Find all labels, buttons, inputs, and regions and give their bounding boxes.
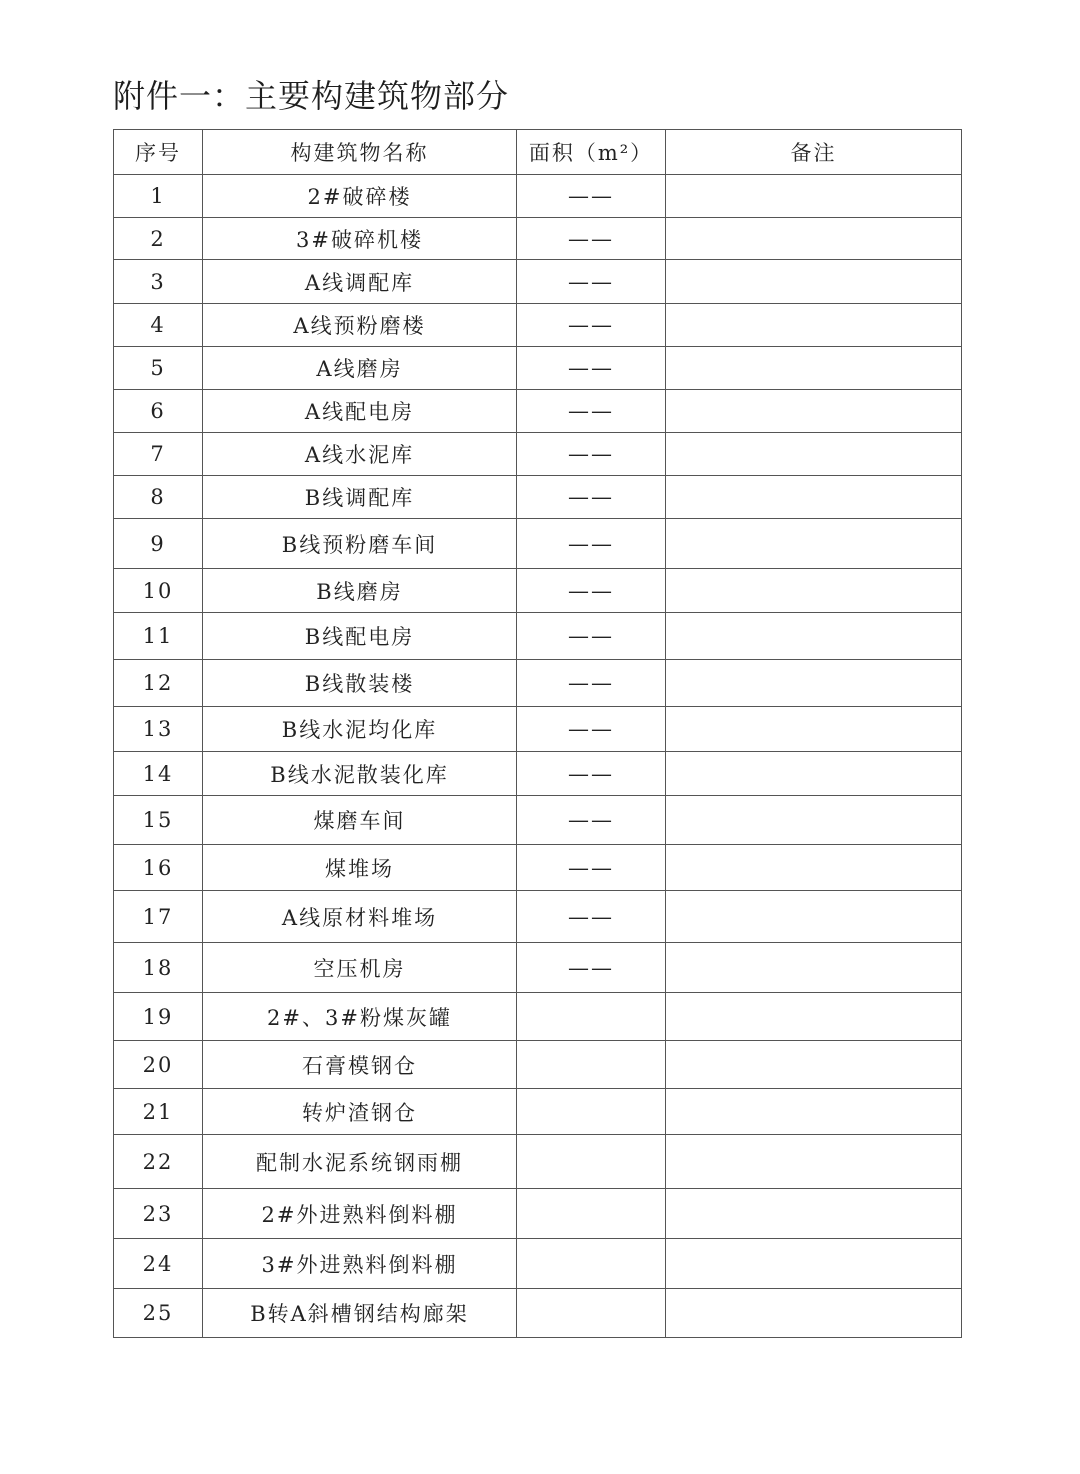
cell-building-name: A线调配库 — [203, 260, 517, 304]
cell-area: —— — [517, 943, 666, 993]
cell-serial-number: 16 — [114, 845, 203, 891]
cell-building-name: B转A斜槽钢结构廊架 — [203, 1289, 517, 1338]
cell-building-name: B线散装楼 — [203, 660, 517, 707]
cell-remarks — [666, 433, 962, 476]
cell-serial-number: 4 — [114, 304, 203, 347]
cell-remarks — [666, 1135, 962, 1189]
table-row — [114, 218, 962, 260]
cell-building-name: B线配电房 — [203, 613, 517, 660]
table-row — [114, 175, 962, 218]
cell-serial-number: 10 — [114, 569, 203, 613]
cell-area: —— — [517, 260, 666, 304]
cell-serial-number: 21 — [114, 1089, 203, 1135]
cell-remarks — [666, 660, 962, 707]
cell-building-name: A线原材料堆场 — [203, 891, 517, 943]
table-row — [114, 707, 962, 752]
cell-area: —— — [517, 476, 666, 519]
cell-remarks — [666, 569, 962, 613]
table-row — [114, 347, 962, 390]
cell-building-name: 煤磨车间 — [203, 796, 517, 845]
cell-remarks — [666, 1189, 962, 1239]
cell-building-name: 煤堆场 — [203, 845, 517, 891]
table-row — [114, 1239, 962, 1289]
table-row — [114, 433, 962, 476]
cell-serial-number: 14 — [114, 752, 203, 796]
cell-remarks — [666, 891, 962, 943]
cell-remarks — [666, 943, 962, 993]
table-row — [114, 476, 962, 519]
cell-remarks — [666, 1089, 962, 1135]
cell-building-name: A线预粉磨楼 — [203, 304, 517, 347]
cell-remarks — [666, 1041, 962, 1089]
cell-remarks — [666, 175, 962, 218]
cell-area: —— — [517, 218, 666, 260]
cell-serial-number: 22 — [114, 1135, 203, 1189]
cell-area: —— — [517, 390, 666, 433]
table-row — [114, 1041, 962, 1089]
cell-area: —— — [517, 433, 666, 476]
cell-area: —— — [517, 569, 666, 613]
table-row — [114, 943, 962, 993]
page-title: 附件一：主要构建筑物部分 — [113, 77, 510, 115]
cell-remarks — [666, 845, 962, 891]
cell-serial-number: 11 — [114, 613, 203, 660]
table-row — [114, 304, 962, 347]
table-row — [114, 845, 962, 891]
cell-building-name: 配制水泥系统钢雨棚 — [203, 1135, 517, 1189]
cell-remarks — [666, 476, 962, 519]
cell-area — [517, 1289, 666, 1338]
cell-serial-number: 18 — [114, 943, 203, 993]
cell-building-name: 2#破碎楼 — [203, 175, 517, 218]
cell-area — [517, 993, 666, 1041]
header-remarks: 备注 — [666, 130, 962, 175]
cell-area: —— — [517, 304, 666, 347]
cell-remarks — [666, 1239, 962, 1289]
cell-building-name: B线预粉磨车间 — [203, 519, 517, 569]
header-building-name: 构建筑物名称 — [203, 130, 517, 175]
table-row — [114, 613, 962, 660]
cell-remarks — [666, 752, 962, 796]
cell-serial-number: 15 — [114, 796, 203, 845]
cell-serial-number: 8 — [114, 476, 203, 519]
cell-area: —— — [517, 175, 666, 218]
cell-building-name: B线磨房 — [203, 569, 517, 613]
table-row — [114, 1289, 962, 1338]
cell-remarks — [666, 260, 962, 304]
cell-building-name: A线磨房 — [203, 347, 517, 390]
cell-building-name: A线配电房 — [203, 390, 517, 433]
cell-serial-number: 13 — [114, 707, 203, 752]
table-row — [114, 796, 962, 845]
cell-serial-number: 12 — [114, 660, 203, 707]
cell-area: —— — [517, 752, 666, 796]
cell-serial-number: 7 — [114, 433, 203, 476]
cell-area: —— — [517, 613, 666, 660]
cell-area: —— — [517, 519, 666, 569]
table-header-row — [114, 130, 962, 175]
cell-building-name: A线水泥库 — [203, 433, 517, 476]
table-row — [114, 752, 962, 796]
cell-remarks — [666, 218, 962, 260]
cell-building-name: B线调配库 — [203, 476, 517, 519]
cell-area — [517, 1041, 666, 1089]
cell-serial-number: 19 — [114, 993, 203, 1041]
cell-serial-number: 1 — [114, 175, 203, 218]
cell-building-name: 石膏模钢仓 — [203, 1041, 517, 1089]
cell-remarks — [666, 613, 962, 660]
buildings-table — [113, 129, 962, 1338]
cell-remarks — [666, 796, 962, 845]
cell-area: —— — [517, 660, 666, 707]
cell-area — [517, 1239, 666, 1289]
table-row — [114, 390, 962, 433]
cell-area — [517, 1135, 666, 1189]
table-row — [114, 891, 962, 943]
table-row — [114, 1189, 962, 1239]
cell-building-name: B线水泥均化库 — [203, 707, 517, 752]
cell-serial-number: 20 — [114, 1041, 203, 1089]
cell-serial-number: 2 — [114, 218, 203, 260]
table-body — [114, 175, 962, 1338]
cell-building-name: 3#破碎机楼 — [203, 218, 517, 260]
table-row — [114, 993, 962, 1041]
cell-building-name: B线水泥散装化库 — [203, 752, 517, 796]
cell-remarks — [666, 304, 962, 347]
cell-serial-number: 24 — [114, 1239, 203, 1289]
cell-area: —— — [517, 347, 666, 390]
cell-area: —— — [517, 845, 666, 891]
cell-serial-number: 23 — [114, 1189, 203, 1239]
cell-building-name: 转炉渣钢仓 — [203, 1089, 517, 1135]
cell-remarks — [666, 347, 962, 390]
cell-remarks — [666, 1289, 962, 1338]
header-area: 面积（m²） — [517, 130, 666, 175]
table-row — [114, 660, 962, 707]
cell-building-name: 3#外进熟料倒料棚 — [203, 1239, 517, 1289]
cell-serial-number: 6 — [114, 390, 203, 433]
cell-building-name: 空压机房 — [203, 943, 517, 993]
cell-area — [517, 1089, 666, 1135]
cell-serial-number: 5 — [114, 347, 203, 390]
cell-area: —— — [517, 891, 666, 943]
cell-remarks — [666, 707, 962, 752]
cell-building-name: 2#、3#粉煤灰罐 — [203, 993, 517, 1041]
table-row — [114, 519, 962, 569]
cell-serial-number: 25 — [114, 1289, 203, 1338]
cell-serial-number: 17 — [114, 891, 203, 943]
cell-remarks — [666, 519, 962, 569]
cell-area: —— — [517, 796, 666, 845]
cell-serial-number: 9 — [114, 519, 203, 569]
cell-serial-number: 3 — [114, 260, 203, 304]
table-row — [114, 1089, 962, 1135]
cell-building-name: 2#外进熟料倒料棚 — [203, 1189, 517, 1239]
cell-area — [517, 1189, 666, 1239]
table-row — [114, 1135, 962, 1189]
cell-area: —— — [517, 707, 666, 752]
cell-remarks — [666, 390, 962, 433]
table-row — [114, 569, 962, 613]
header-serial-number: 序号 — [114, 130, 203, 175]
cell-remarks — [666, 993, 962, 1041]
table-row — [114, 260, 962, 304]
